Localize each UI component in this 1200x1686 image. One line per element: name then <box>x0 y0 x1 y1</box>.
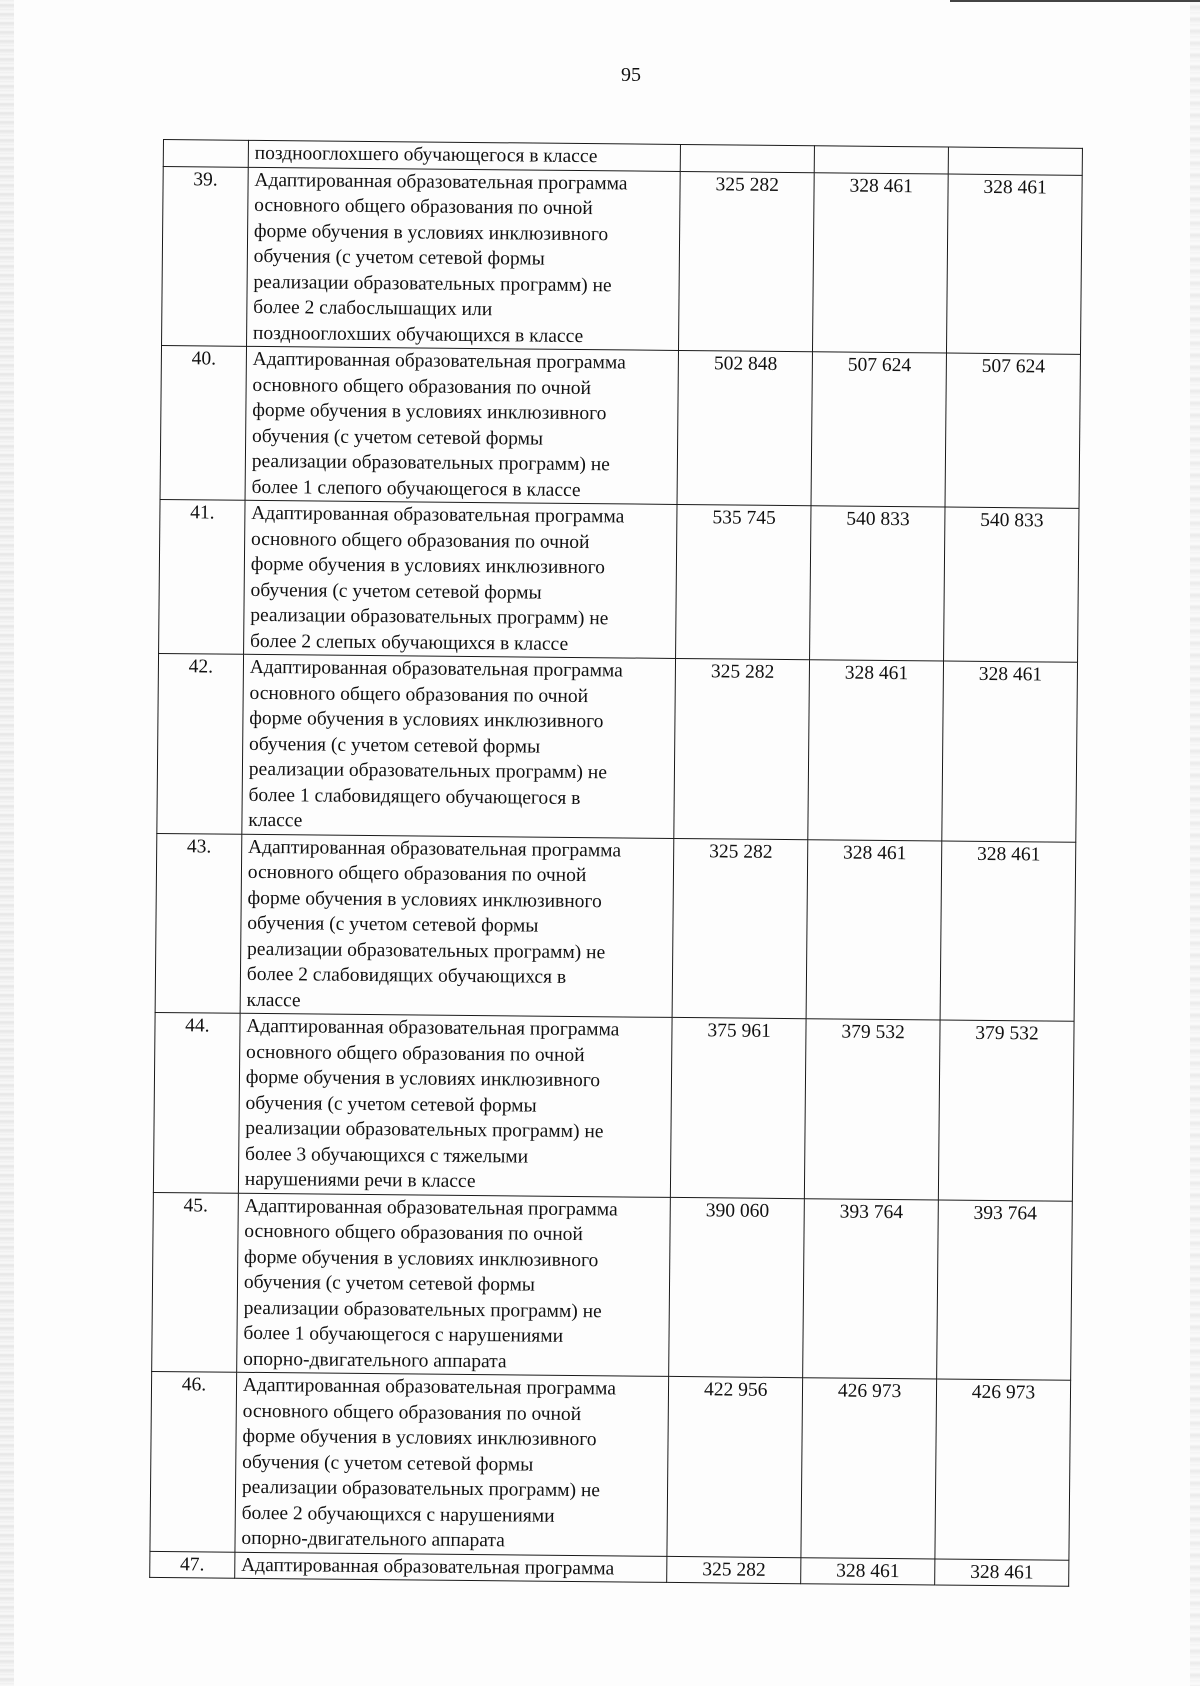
scan-edge-left <box>0 0 14 1686</box>
description-line: опорно-двигательного аппарата <box>243 1348 507 1372</box>
value-year-2: 328 461 <box>806 839 942 1020</box>
description-line: форме обучения в условиях инклюзивного <box>249 707 604 733</box>
row-number: 47. <box>150 1551 235 1578</box>
description-line: более 1 слепого обучающегося в классе <box>251 476 581 501</box>
value-year-2: 507 624 <box>811 352 946 507</box>
description-line: форме обучения в условиях инклюзивного <box>245 1066 601 1092</box>
program-description <box>243 500 677 658</box>
value-year-1: 502 848 <box>677 350 812 505</box>
description-line: форме обучения в условиях инклюзивного <box>244 1246 599 1271</box>
scan-edge-right <box>1190 0 1200 1686</box>
description-line: более 2 слабовидящих обучающихся в <box>246 963 567 988</box>
description-line: Адаптированная образовательная программа <box>246 1015 620 1041</box>
description-line: более 1 слабовидящего обучающегося в <box>248 784 581 809</box>
row-number: 45. <box>152 1192 239 1372</box>
scan-edge-top <box>950 0 1200 2</box>
description-line: реализации образовательных программ) не <box>253 271 612 296</box>
description-line: реализации образовательных программ) не <box>243 1297 602 1322</box>
table-row <box>162 166 1083 354</box>
description-line: основного общего образования по очной <box>254 194 593 220</box>
table-row <box>159 499 1079 662</box>
description-line: форме обучения в условиях инклюзивного <box>253 220 609 245</box>
description-line: реализации образовательных программ) не <box>246 938 606 963</box>
value-year-2: 426 973 <box>801 1378 937 1559</box>
description-line: Адаптированная образовательная программа <box>249 656 623 682</box>
value-year-3: 328 461 <box>942 661 1078 842</box>
value-year-1: 325 282 <box>679 171 815 352</box>
value-year-3: 328 461 <box>940 841 1076 1022</box>
description-line: Адаптированная образовательная программа <box>252 348 626 374</box>
program-description <box>242 654 676 838</box>
program-description <box>237 1193 671 1377</box>
table-row <box>152 1192 1073 1380</box>
table-row <box>157 653 1078 841</box>
description-line: реализации образовательных программ) не <box>245 1117 604 1143</box>
description-line: реализации образовательных программ) не <box>241 1476 601 1502</box>
description-line: Адаптированная образовательная программа <box>254 169 628 194</box>
value-year-3: 393 764 <box>937 1199 1073 1380</box>
row-number <box>163 140 248 167</box>
description-line: форме обучения в условиях инклюзивного <box>242 1425 597 1451</box>
row-number: 46. <box>150 1371 237 1551</box>
value-year-1: 375 961 <box>671 1017 807 1198</box>
row-number: 39. <box>162 166 249 346</box>
description-line: более 2 обучающихся с нарушениями <box>241 1502 555 1527</box>
description-line: основного общего образования по очной <box>252 374 592 399</box>
description-line: основного общего образования по очной <box>249 682 589 707</box>
program-description <box>248 140 681 171</box>
description-line: классе <box>246 989 301 1011</box>
value-year-3: 328 461 <box>947 174 1083 355</box>
description-line: позднооглохших обучающихся в классе <box>252 322 584 347</box>
description-line: обучения (с учетом сетевой формы <box>242 1451 534 1476</box>
description-line: форме обучения в условиях инклюзивного <box>247 887 602 912</box>
description-line: Адаптированная образовательная программа <box>251 502 625 528</box>
table-row <box>155 833 1076 1021</box>
program-description <box>240 834 674 1018</box>
description-line: классе <box>248 809 303 832</box>
description-line: Адаптированная образовательная программа <box>242 1374 617 1400</box>
description-line: обучения (с учетом сетевой формы <box>253 245 545 270</box>
value-year-2: 328 461 <box>808 660 944 841</box>
description-line: обучения (с учетом сетевой формы <box>243 1271 536 1296</box>
value-year-2: 540 833 <box>810 506 945 661</box>
value-year-2: 379 532 <box>805 1019 941 1200</box>
value-year-2: 393 764 <box>803 1198 939 1379</box>
row-number: 43. <box>155 833 242 1013</box>
description-line: основного общего образования по очной <box>244 1220 584 1246</box>
description-line: реализации образовательных программ) не <box>251 450 610 476</box>
description-line: более 2 слабослышащих или <box>253 296 493 321</box>
table-row <box>160 345 1080 508</box>
description-line: обучения (с учетом сетевой формы <box>250 579 542 604</box>
value-year-3: 507 624 <box>945 353 1080 508</box>
row-number: 40. <box>160 345 246 500</box>
program-description <box>235 1372 669 1556</box>
program-description <box>235 1552 668 1583</box>
value-year-1: 390 060 <box>669 1197 805 1378</box>
value-year-2: 328 461 <box>801 1557 935 1585</box>
description-line: нарушениями речи в классе <box>244 1168 476 1193</box>
value-year-3: 540 833 <box>944 507 1079 662</box>
description-line: более 3 обучающихся с тяжелыми <box>245 1143 529 1168</box>
description-line: Адаптированная образовательная программа <box>244 1195 618 1220</box>
value-year-1: 535 745 <box>676 504 811 659</box>
description-line: форме обучения в условиях инклюзивного <box>252 399 607 425</box>
description-line: обучения (с учетом сетевой формы <box>251 425 544 450</box>
description-line: более 1 обучающегося с нарушениями <box>243 1322 564 1347</box>
row-number: 42. <box>157 653 244 833</box>
value-year-3: 379 532 <box>938 1020 1074 1201</box>
description-line: обучения (с учетом сетевой формы <box>248 733 541 758</box>
description-line: основного общего образования по очной <box>245 1041 585 1066</box>
value-year-3: 328 461 <box>935 1558 1069 1586</box>
description-line: позднооглохшего обучающегося в классе <box>254 142 598 168</box>
value-year-3 <box>948 147 1082 175</box>
description-line: Адаптированная образовательная программа <box>241 1554 615 1579</box>
description-line: обучения (с учетом сетевой формы <box>245 1092 537 1117</box>
value-year-1: 422 956 <box>667 1376 803 1557</box>
value-year-1: 325 282 <box>672 838 808 1019</box>
description-line: основного общего образования по очной <box>247 861 587 887</box>
description-line: реализации образовательных программ) не <box>248 758 608 784</box>
program-description <box>245 346 679 504</box>
value-year-2: 328 461 <box>813 172 949 353</box>
table-row <box>150 1371 1071 1559</box>
value-year-1: 325 282 <box>674 658 810 839</box>
description-line: реализации образовательных программ) не <box>250 604 609 630</box>
description-line: основного общего образования по очной <box>242 1400 582 1425</box>
row-number: 44. <box>153 1012 240 1192</box>
page-number: 95 <box>621 64 641 86</box>
value-year-1 <box>680 144 814 172</box>
value-year-1: 325 282 <box>667 1556 801 1584</box>
table-row <box>153 1012 1074 1200</box>
value-year-3: 426 973 <box>935 1379 1071 1560</box>
table-body <box>150 140 1083 1587</box>
program-description <box>246 167 680 351</box>
description-line: основного общего образования по очной <box>250 528 590 553</box>
value-year-2 <box>814 146 948 174</box>
description-line: обучения (с учетом сетевой формы <box>247 912 539 937</box>
description-line: опорно-двигательного аппарата <box>241 1527 505 1552</box>
description-line: форме обучения в условиях инклюзивного <box>250 553 606 579</box>
program-description <box>238 1013 672 1197</box>
row-number: 41. <box>159 499 245 654</box>
description-line: Адаптированная образовательная программа <box>247 836 622 861</box>
funding-table <box>149 139 1083 1587</box>
description-line: более 2 слепых обучающихся в классе <box>249 630 569 655</box>
